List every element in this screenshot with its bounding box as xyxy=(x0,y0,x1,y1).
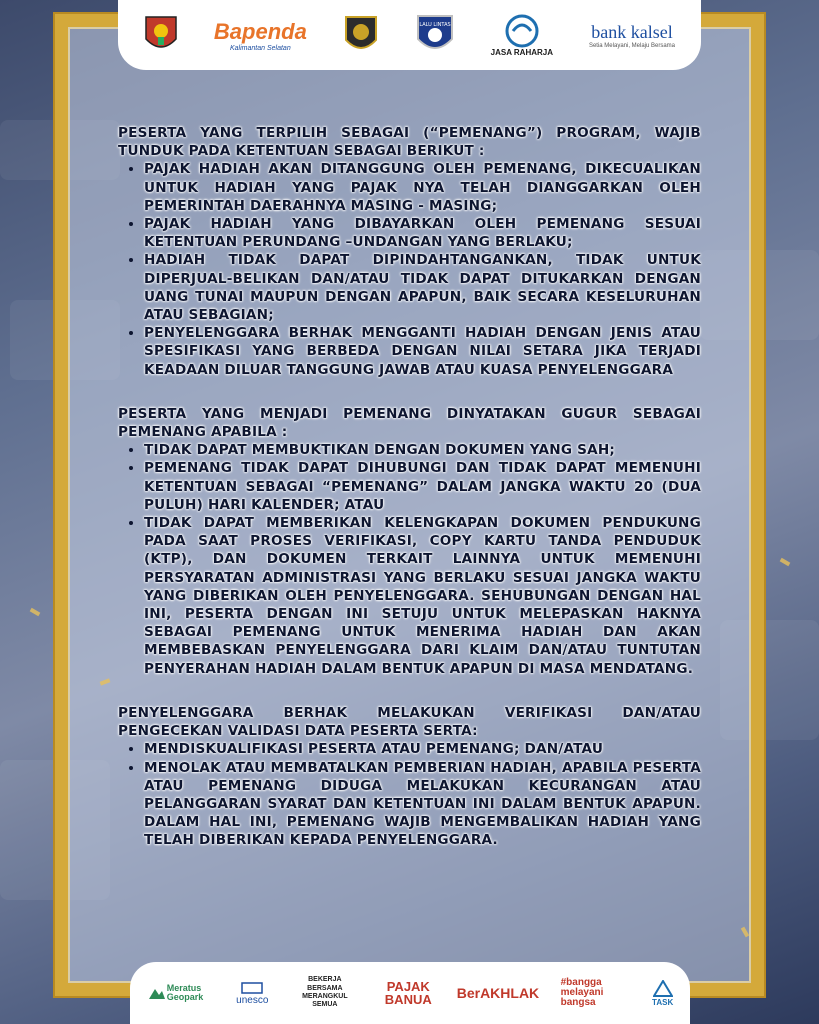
jasa-raharja-logo xyxy=(491,14,553,57)
bank-kalsel-logo-subtext: Setia Melayani, Melaju Bersama xyxy=(588,42,676,49)
header-logo-bar xyxy=(118,0,701,70)
bapenda-logo xyxy=(214,19,307,52)
list-item: • PAJAK HADIAH AKAN DITANGGUNG OLEH PEMENANG, DIKECUALIKAN UNTUK HADIAH YANG PAJAK NYA TELAH DIANGGARKAN OLEH PEMERINTAH DAERAHNYA MASING - MASING; xyxy=(144,160,701,215)
lalu-lintas-logo xyxy=(415,13,455,57)
section-list xyxy=(118,160,701,378)
bapenda-logo-text: Bapenda xyxy=(213,18,307,44)
list-item: • PENYELENGGARA BERHAK MENGGANTI HADIAH DENGAN JENIS ATAU SPESIFIKASI YANG BERBEDA DENGAN NILAI SETARA JIKA TERJADI KEADAAN DILUAR TANGGUNG JAWAB ATAU KUASA PENYELENGGARA xyxy=(144,324,701,379)
section-intro: PESERTA YANG MENJADI PEMENANG DINYATAKAN GUGUR SEBAGAI PEMENANG APABILA : xyxy=(118,405,701,441)
bangga-melayani-bangsa-logo xyxy=(561,978,631,1008)
unesco-icon xyxy=(240,981,264,995)
footer-logo-bar xyxy=(130,962,690,1024)
bekerja-bersama-logo-text: BEKERJA BERSAMA MERANGKUL SEMUA xyxy=(302,976,348,1009)
list-item: • PEMENANG TIDAK DAPAT DIHUBUNGI DAN TIDAK DAPAT MEMENUHI KETENTUAN SEBAGAI “PEMENANG” DALAM JANGKA WAKTU 20 (DUA PULUH) HARI KALENDER; ATAU xyxy=(144,459,701,514)
section-list xyxy=(118,740,701,849)
terms-section-1 xyxy=(118,124,701,379)
bekerja-bersama-logo xyxy=(290,976,360,1010)
task-logo-text: TASK xyxy=(652,997,674,1007)
list-item: • TIDAK DAPAT MEMBUKTIKAN DENGAN DOKUMEN YANG SAH; xyxy=(144,441,701,459)
unesco-logo-text: unesco xyxy=(236,994,269,1006)
list-item: • TIDAK DAPAT MEMBERIKAN KELENGKAPAN DOKUMEN PENDUKUNG PADA SAAT PROSES VERIFIKASI, COPY KARTU TANDA PENDUDUK (KTP), DAN DOKUMEN TERKAIT LAINNYA UNTUK MEMENUHI PERSYARATAN ADMINISTRASI YANG BERLAKU SESUAI JANGKA WAKTU YANG DIBERIKAN OLEH PENYELENGGARA. SEHUBUNGAN DENGAN HAL INI, PESERTA DENGAN INI SETUJU UNTUK MELEPASKAN HAKNYA SEBAGAI PEMENANG UNTUK MENERIMA HADIAH DAN AKAN MEMBEBASKAN PENYELENGGARA DARI KLAIM DAN/ATAU TUNTUTAN PENYERAHAN HADIAH DALAM BENTUK APAPUN DI MASA MENDATANG. xyxy=(144,514,701,678)
pajak-banua-logo xyxy=(381,980,435,1006)
list-item: • MENOLAK ATAU MEMBATALKAN PEMBERIAN HADIAH, APABILA PESERTA ATAU PEMENANG DIDUGA MELAKUKAN KECURANGAN ATAU PELANGGARAN SYARAT DAN KETENTUAN INI DALAM BENTUK APAPUN. DALAM HAL INI, PEMENANG WAJIB MENGEMBALIKAN HADIAH YANG TELAH DIBERIKAN KEPADA PENYELENGGARA. xyxy=(144,759,701,850)
meratus-geopark-logo-text: Meratus Geopark xyxy=(166,983,204,1002)
lalu-lintas-logo-text: LALU LINTAS xyxy=(419,22,451,28)
unesco-logo xyxy=(236,981,268,1006)
terms-section-3 xyxy=(118,704,701,850)
jasa-raharja-logo-text: JASA RAHARJA xyxy=(490,47,554,57)
meratus-geopark-icon xyxy=(147,983,167,1003)
berakhlak-logo xyxy=(457,985,539,1001)
section-list xyxy=(118,441,701,678)
list-item: • PAJAK HADIAH YANG DIBAYARKAN OLEH PEMENANG SESUAI KETENTUAN PERUNDANG –UNDANGAN YANG BERLAKU; xyxy=(144,215,701,251)
kalsel-crest-logo xyxy=(144,15,178,55)
berakhlak-logo-text: BerAKHLAK xyxy=(456,985,540,1001)
task-logo xyxy=(652,980,673,1007)
meratus-geopark-logo xyxy=(147,983,215,1003)
list-item: • MENDISKUALIFIKASI PESERTA ATAU PEMENANG; DAN/ATAU xyxy=(144,740,701,758)
bank-kalsel-logo-text: bank kalsel xyxy=(591,21,673,42)
list-item: • HADIAH TIDAK DAPAT DIPINDAHTANGANKAN, TIDAK UNTUK DIPERJUAL-BELIKAN DAN/ATAU TIDAK DAPAT DITUKARKAN DENGAN UANG TUNAI MAUPUN DENGAN APAPUN, BAIK SECARA KESELURUHAN ATAU SEBAGIAN; xyxy=(144,251,701,324)
terms-content xyxy=(118,124,701,876)
section-intro: PESERTA YANG TERPILIH SEBAGAI (“PEMENANG”) PROGRAM, WAJIB TUNDUK PADA KETENTUAN SEBAGAI BERIKUT : xyxy=(118,125,701,160)
bank-kalsel-logo xyxy=(589,22,675,49)
pajak-banua-logo-text: PAJAK BANUA xyxy=(384,979,432,1007)
polda-logo xyxy=(343,14,379,56)
section-intro: PENYELENGGARA BERHAK MELAKUKAN VERIFIKASI DAN/ATAU PENGECEKAN VALIDASI DATA PESERTA SERTA: xyxy=(118,704,701,740)
bangga-melayani-bangsa-logo-text: #bangga melayani bangsa xyxy=(560,977,604,1008)
bapenda-logo-subtext: Kalimantan Selatan xyxy=(230,44,291,52)
task-icon xyxy=(653,980,673,998)
terms-section-2 xyxy=(118,405,701,678)
